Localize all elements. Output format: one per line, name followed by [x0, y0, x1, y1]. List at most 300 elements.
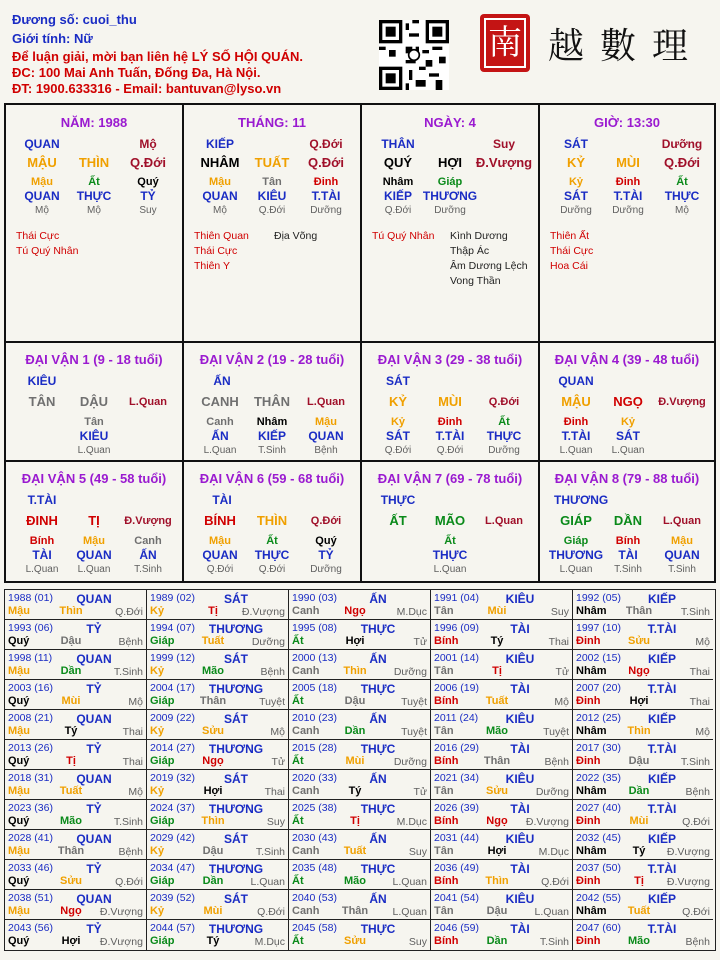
- year-label: 2035 (48): [292, 862, 337, 874]
- year-life-stage: Đ.Vượng: [666, 846, 710, 858]
- year-life-stage: Đ.Vượng: [241, 606, 285, 618]
- year-stem: Giáp: [150, 815, 175, 827]
- year-cell: [289, 680, 431, 710]
- year-life-stage: Tử: [413, 636, 427, 648]
- dai-van-hidden-column: [296, 534, 356, 576]
- year-stem: Quý: [8, 875, 30, 887]
- dai-van-hidden-stem: Đinh: [437, 416, 463, 428]
- dai-van-hidden-stem: Bính: [615, 535, 641, 547]
- year-stem: Nhâm: [576, 605, 607, 617]
- year-branch: Tý: [206, 935, 220, 947]
- year-life-stage: Dưỡng: [535, 786, 569, 798]
- year-label: 2038 (51): [8, 892, 53, 904]
- year-star: THỰC: [360, 922, 396, 936]
- year-star: KIÊU: [505, 652, 535, 666]
- year-stem: Canh: [292, 605, 320, 617]
- pillar-column: [64, 137, 124, 217]
- pillar-life-stage: Dưỡng: [612, 205, 644, 216]
- year-star: ẤN: [369, 652, 387, 666]
- year-star: THỰC: [360, 742, 396, 756]
- year-stem: Nhâm: [576, 725, 607, 737]
- dai-van-hidden-star: SÁT: [386, 429, 410, 443]
- pillar-hidden-stem: Kỷ: [568, 176, 584, 188]
- year-star: ẤN: [369, 592, 387, 606]
- year-branch: Dần: [344, 725, 366, 737]
- year-star: SÁT: [224, 892, 248, 906]
- year-label: 2039 (52): [150, 892, 195, 904]
- dai-van-chi: MÃO: [434, 513, 466, 528]
- spirit-star: Âm Dương Lệch: [450, 260, 528, 272]
- pillar-top-star: Q.Đới: [309, 137, 343, 151]
- year-label: 1996 (09): [434, 622, 479, 634]
- dai-van-hidden-column: [64, 534, 124, 576]
- pillar-top-star: THÂN: [381, 137, 415, 151]
- year-life-stage: Mộ: [270, 726, 285, 738]
- year-grid: [4, 589, 716, 951]
- year-star: KIÊU: [505, 772, 535, 786]
- year-life-stage: T.Sinh: [113, 816, 143, 828]
- dai-van-hidden-column: [118, 534, 178, 576]
- year-label: 1988 (01): [8, 592, 53, 604]
- dai-van-hidden-star: [474, 548, 534, 563]
- dai-van-life-stage: [12, 444, 72, 457]
- year-star: TÀI: [510, 922, 530, 936]
- dai-van-life-stage: Dưỡng: [488, 445, 520, 456]
- year-stem: Đinh: [576, 935, 601, 947]
- dai-van-life-stage: T.Sinh: [614, 564, 642, 575]
- pillar-life-stage: [474, 204, 534, 217]
- year-star: KIẾP: [647, 892, 676, 906]
- year-cell: [573, 710, 713, 740]
- pillar-hidden-star: SÁT: [564, 189, 588, 203]
- year-label: 2002 (15): [576, 652, 621, 664]
- pillar-life-stage: Dưỡng: [310, 205, 342, 216]
- spirit-star: Vong Thần: [450, 275, 501, 287]
- year-label: 2006 (19): [434, 682, 479, 694]
- year-star: QUAN: [76, 712, 112, 726]
- spirit-star: Tú Quý Nhân: [16, 245, 79, 257]
- year-star: T.TÀI: [647, 862, 677, 876]
- year-star: QUAN: [76, 652, 112, 666]
- year-branch: Thìn: [343, 665, 367, 677]
- year-label: 2012 (25): [576, 712, 621, 724]
- year-label: 1999 (12): [150, 652, 195, 664]
- year-star: SÁT: [224, 652, 248, 666]
- year-star: SÁT: [224, 592, 248, 606]
- pillar-life-stage: Dưỡng: [434, 205, 466, 216]
- dai-van-hidden-star: SÁT: [616, 429, 640, 443]
- year-branch: Mão: [628, 935, 650, 947]
- dai-van-life-stage: Q.Đới: [436, 445, 464, 456]
- dai-van-cell: [362, 462, 540, 581]
- pillar-top-star: KIẾP: [205, 137, 234, 151]
- dai-van-hidden-column: [368, 415, 428, 457]
- year-cell: [573, 860, 713, 890]
- year-life-stage: Dưỡng: [393, 756, 427, 768]
- dai-van-life-stage: Q.Đới: [258, 564, 286, 575]
- year-branch: Dậu: [60, 635, 82, 647]
- year-life-stage: T.Sinh: [539, 936, 569, 948]
- year-life-stage: Bệnh: [685, 786, 710, 798]
- dai-van-life-stage: [368, 563, 428, 576]
- pillar-spirit-stars: [372, 229, 434, 244]
- year-life-stage: Bệnh: [118, 846, 143, 858]
- year-label: 2010 (23): [292, 712, 337, 724]
- year-branch: Dậu: [344, 695, 366, 707]
- year-star: ẤN: [369, 772, 387, 786]
- year-label: 2020 (33): [292, 772, 337, 784]
- year-life-stage: Đ.Vượng: [99, 936, 143, 948]
- year-star: QUAN: [76, 892, 112, 906]
- dai-van-cell: [540, 343, 714, 462]
- year-star: ẤN: [369, 892, 387, 906]
- year-star: SÁT: [224, 712, 248, 726]
- year-cell: [5, 920, 147, 950]
- dai-van-chi: MÙI: [438, 394, 462, 409]
- dai-van-st: Q.Đới: [488, 396, 520, 408]
- dai-van-hidden-stem: [12, 415, 72, 429]
- pillar-column: [474, 137, 534, 217]
- svg-text:數: 數: [599, 26, 637, 67]
- year-label: 2045 (58): [292, 922, 337, 934]
- year-cell: [431, 770, 573, 800]
- pillar-life-stage: Mộ: [675, 205, 689, 216]
- pillar-top-star: SÁT: [564, 137, 588, 151]
- dai-van-hidden-column: [368, 534, 428, 576]
- year-label: 2042 (55): [576, 892, 621, 904]
- year-label: 2046 (59): [434, 922, 479, 934]
- year-star: T.TÀI: [647, 802, 677, 816]
- year-star: KIẾP: [647, 652, 676, 666]
- dai-van-hidden-column: [546, 534, 606, 576]
- pillar-cell: [184, 105, 362, 343]
- pillar-can-chi: MÙI: [616, 155, 640, 170]
- year-cell: [573, 800, 713, 830]
- year-cell: [5, 650, 147, 680]
- year-cell: [573, 770, 713, 800]
- year-star: TÀI: [510, 862, 530, 876]
- year-label: 2028 (41): [8, 832, 53, 844]
- dai-van-hidden-stem: Mậu: [315, 416, 337, 428]
- year-branch: Dần: [486, 935, 508, 947]
- year-stem: Mậu: [8, 725, 30, 737]
- year-cell: [5, 590, 147, 620]
- year-life-stage: Dưỡng: [393, 666, 427, 678]
- dai-van-hidden-stem: [652, 415, 712, 429]
- dai-van-life-stage: [118, 444, 178, 457]
- dai-van-life-stage: Q.Đới: [384, 445, 412, 456]
- year-star: TÀI: [510, 742, 530, 756]
- pillar-spirit-stars: [550, 229, 593, 274]
- year-label: 2021 (34): [434, 772, 479, 784]
- dai-van-cell: [184, 343, 362, 462]
- dai-van-hidden-star: THƯƠNG: [548, 548, 604, 562]
- year-stem: Ất: [292, 815, 304, 827]
- dai-van-hidden-star: THỰC: [432, 548, 468, 562]
- year-stem: Bính: [434, 635, 459, 647]
- spirit-star: Thiên Ất: [550, 230, 590, 242]
- year-stem: Tân: [434, 725, 454, 737]
- dai-van-hidden-column: [296, 415, 356, 457]
- pillar-top-star: Dưỡng: [661, 137, 703, 151]
- pillar-can-chi: THÌN: [78, 155, 110, 170]
- year-star: KIẾP: [647, 592, 676, 606]
- year-life-stage: Suy: [266, 816, 285, 828]
- year-stem: Đinh: [576, 755, 601, 767]
- year-life-stage: Mộ: [695, 726, 710, 738]
- year-label: 2023 (36): [8, 802, 53, 814]
- pillar-hidden-stem: Đinh: [615, 176, 641, 188]
- year-branch: Tý: [490, 635, 504, 647]
- year-branch: Ngọ: [486, 815, 508, 827]
- year-cell: [5, 770, 147, 800]
- dai-van-hidden-column: [420, 534, 480, 576]
- svg-text:南: 南: [488, 23, 522, 63]
- year-cell: [5, 890, 147, 920]
- dai-van-cell: [362, 343, 540, 462]
- year-branch: Tuất: [201, 635, 225, 647]
- year-stem: Bính: [434, 875, 459, 887]
- spirit-star: Thập Ác: [450, 245, 490, 257]
- year-cell: [5, 800, 147, 830]
- dai-van-hidden-star: [12, 429, 72, 444]
- pillar-hidden-stem: [474, 175, 534, 189]
- year-life-stage: L.Quan: [250, 876, 285, 888]
- dai-van-title: ĐẠI VẬN 1 (9 - 18 tuổi): [25, 352, 163, 367]
- pillar-top-star: Mộ: [139, 137, 157, 151]
- year-cell: [5, 710, 147, 740]
- pillar-hidden-star: THƯƠNG: [422, 189, 478, 203]
- year-branch: Tý: [64, 725, 78, 737]
- year-label: 1994 (07): [150, 622, 195, 634]
- year-stem: Ất: [292, 635, 304, 647]
- year-life-stage: T.Sinh: [255, 846, 285, 858]
- dai-van-hidden-stem: [368, 534, 428, 548]
- pillar-life-stage: Mộ: [213, 205, 227, 216]
- dai-van-title: ĐẠI VẬN 6 (59 - 68 tuổi): [199, 471, 345, 486]
- year-label: 1997 (10): [576, 622, 621, 634]
- year-label: 2043 (56): [8, 922, 53, 934]
- year-branch: Sửu: [627, 635, 651, 647]
- dai-van-life-stage: T.Sinh: [134, 564, 162, 575]
- dai-van-hidden-stem: Mậu: [83, 535, 105, 547]
- pillar-cell: [6, 105, 184, 343]
- year-star: TỶ: [86, 922, 102, 936]
- pillar-column: [118, 137, 178, 217]
- year-star: QUAN: [76, 592, 112, 606]
- pillar-can-chi: TUẤT: [254, 155, 290, 170]
- year-label: 2037 (50): [576, 862, 621, 874]
- pillar-hidden-stem: Mậu: [31, 176, 53, 188]
- dai-van-hidden-star: TỶ: [318, 548, 334, 562]
- year-label: 2026 (39): [434, 802, 479, 814]
- year-stem: Ất: [292, 935, 304, 947]
- year-star: THỰC: [360, 622, 396, 636]
- pillar-can-chi: KỶ: [566, 155, 586, 170]
- dai-van-can: BÍNH: [204, 513, 236, 528]
- dai-van-hidden-stem: Đinh: [563, 416, 589, 428]
- pillar-column: [368, 137, 428, 217]
- year-label: 2011 (24): [434, 712, 479, 724]
- year-stem: Mậu: [8, 605, 30, 617]
- year-label: 2025 (38): [292, 802, 337, 814]
- year-life-stage: T.Sinh: [680, 606, 710, 618]
- pillar-cell: [362, 105, 540, 343]
- pillar-top-star: [420, 137, 480, 154]
- year-branch: Hợi: [61, 935, 81, 947]
- year-stem: Kỷ: [150, 845, 165, 857]
- year-cell: [289, 830, 431, 860]
- dai-van-life-stage: T.Sinh: [258, 445, 286, 456]
- dai-van-life-stage: L.Quan: [25, 564, 59, 575]
- year-label: 1995 (08): [292, 622, 337, 634]
- dai-van-star: TÀI: [212, 493, 232, 507]
- dai-van-chi: TỊ: [88, 513, 100, 528]
- pillar-hidden-stem: Tân: [262, 176, 282, 188]
- year-stem: Kỷ: [150, 905, 165, 917]
- dai-van-star: T.TÀI: [27, 493, 57, 507]
- spirit-star: Hoa Cái: [550, 260, 588, 272]
- year-life-stage: Mộ: [128, 696, 143, 708]
- year-stem: Kỷ: [150, 665, 165, 677]
- year-branch: Thân: [199, 695, 227, 707]
- pillar-can-chi: Q.Đới: [664, 155, 700, 170]
- year-branch: Tý: [632, 845, 646, 857]
- year-stem: Quý: [8, 695, 30, 707]
- pillar-column: [242, 137, 302, 217]
- dai-van-hidden-star: THỰC: [486, 429, 522, 443]
- year-label: 2015 (28): [292, 742, 337, 754]
- spirit-star: Thái Cực: [550, 245, 594, 257]
- dai-van-hidden-stem: Kỷ: [620, 416, 636, 428]
- pillar-title: THÁNG: 11: [238, 115, 306, 130]
- year-life-stage: Thai: [548, 636, 569, 648]
- dai-van-hidden-star: T.TÀI: [561, 429, 591, 443]
- pillar-hidden-star: QUAN: [202, 189, 238, 203]
- year-life-stage: Suy: [408, 846, 427, 858]
- pillar-column: [190, 137, 250, 217]
- dai-van-hidden-column: [118, 415, 178, 457]
- year-branch: Tuất: [485, 695, 509, 707]
- year-branch: Mão: [60, 815, 82, 827]
- year-life-stage: Bệnh: [544, 756, 569, 768]
- dai-van-hidden-star: QUAN: [308, 429, 344, 443]
- dai-van-cell: [6, 462, 184, 581]
- dai-van-hidden-column: [420, 415, 480, 457]
- year-branch: Tý: [348, 785, 362, 797]
- dai-van-st: L.Quan: [663, 515, 701, 527]
- dai-van-hidden-column: [242, 534, 302, 576]
- year-star: TÀI: [510, 802, 530, 816]
- year-cell: [573, 920, 713, 950]
- year-stem: Mậu: [8, 665, 30, 677]
- dai-van-hidden-column: [190, 534, 250, 576]
- year-label: 2009 (22): [150, 712, 195, 724]
- year-life-stage: Suy: [408, 936, 427, 948]
- year-branch: Mùi: [61, 695, 81, 707]
- year-star: THƯƠNG: [208, 682, 264, 696]
- dai-van-hidden-star: KIÊU: [79, 429, 109, 443]
- dai-van-hidden-stem: Ất: [498, 416, 510, 428]
- year-cell: [431, 650, 573, 680]
- dai-van-hidden-star: QUAN: [76, 548, 112, 562]
- year-star: SÁT: [224, 772, 248, 786]
- year-life-stage: Đ.Vượng: [525, 816, 569, 828]
- dai-van-hidden-stem: Nhâm: [256, 416, 288, 428]
- spirit-star: Thái Cực: [194, 245, 238, 257]
- dai-van-hidden-stem: Kỷ: [390, 416, 406, 428]
- year-cell: [431, 860, 573, 890]
- pillar-hidden-star: T.TÀI: [311, 189, 341, 203]
- year-label: 2016 (29): [434, 742, 479, 754]
- pillar-top-star: [598, 137, 658, 154]
- dai-van-hidden-star: QUAN: [202, 548, 238, 562]
- dai-van-chi: DẦN: [613, 513, 643, 528]
- dai-van-can: KỶ: [388, 394, 408, 409]
- year-star: THỰC: [360, 682, 396, 696]
- year-branch: Thìn: [485, 875, 509, 887]
- year-cell: [147, 680, 289, 710]
- year-life-stage: T.Sinh: [680, 756, 710, 768]
- year-branch: Ngọ: [344, 605, 366, 617]
- year-stem: Đinh: [576, 635, 601, 647]
- year-branch: Thân: [341, 905, 369, 917]
- year-branch: Thìn: [201, 815, 225, 827]
- year-branch: Mão: [344, 875, 366, 887]
- year-life-stage: Tử: [555, 666, 569, 678]
- spirit-star: Thái Cực: [16, 230, 60, 242]
- year-star: KIÊU: [505, 892, 535, 906]
- year-life-stage: Tuyệt: [401, 726, 427, 738]
- year-branch: Tuất: [59, 785, 83, 797]
- year-cell: [431, 680, 573, 710]
- pillar-can-chi: Q.Đới: [130, 155, 166, 170]
- dai-van-life-stage: Q.Đới: [206, 564, 234, 575]
- year-cell: [573, 890, 713, 920]
- year-star: TÀI: [510, 682, 530, 696]
- pillar-hidden-stem: Giáp: [437, 176, 463, 188]
- contact-line: Để luận giải, mời bạn liên hệ LÝ SỐ HỘI QUÁN.: [12, 49, 303, 64]
- year-star: KIẾP: [647, 832, 676, 846]
- dai-van-life-stage: Bệnh: [314, 445, 338, 456]
- dai-van-title: ĐẠI VẬN 4 (39 - 48 tuổi): [554, 352, 700, 367]
- year-stem: Giáp: [150, 755, 175, 767]
- dai-van-hidden-stem: Mậu: [671, 535, 693, 547]
- year-stem: Tân: [434, 785, 454, 797]
- dai-van-st: L.Quan: [307, 396, 345, 408]
- dai-van-hidden-star: TÀI: [618, 548, 638, 562]
- year-stem: Tân: [434, 845, 454, 857]
- dai-van-title: ĐẠI VẬN 3 (29 - 38 tuổi): [377, 352, 523, 367]
- gender: Giới tính: Nữ: [12, 31, 93, 46]
- dai-van-hidden-star: KIẾP: [257, 429, 286, 443]
- year-cell: [289, 890, 431, 920]
- year-branch: Mão: [486, 725, 508, 737]
- year-cell: [5, 620, 147, 650]
- pillar-column: [296, 137, 356, 217]
- year-cell: [431, 590, 573, 620]
- year-cell: [573, 620, 713, 650]
- spirit-star: Thiên Quan: [194, 230, 249, 242]
- year-life-stage: L.Quan: [392, 876, 427, 888]
- year-star: ẤN: [369, 832, 387, 846]
- year-life-stage: Dưỡng: [251, 636, 285, 648]
- year-stem: Quý: [8, 755, 30, 767]
- dai-van-life-stage: L.Quan: [611, 445, 645, 456]
- year-branch: Hợi: [629, 695, 649, 707]
- owner-name: Đương số: cuoi_thu: [12, 12, 137, 27]
- dai-van-life-stage: [474, 563, 534, 576]
